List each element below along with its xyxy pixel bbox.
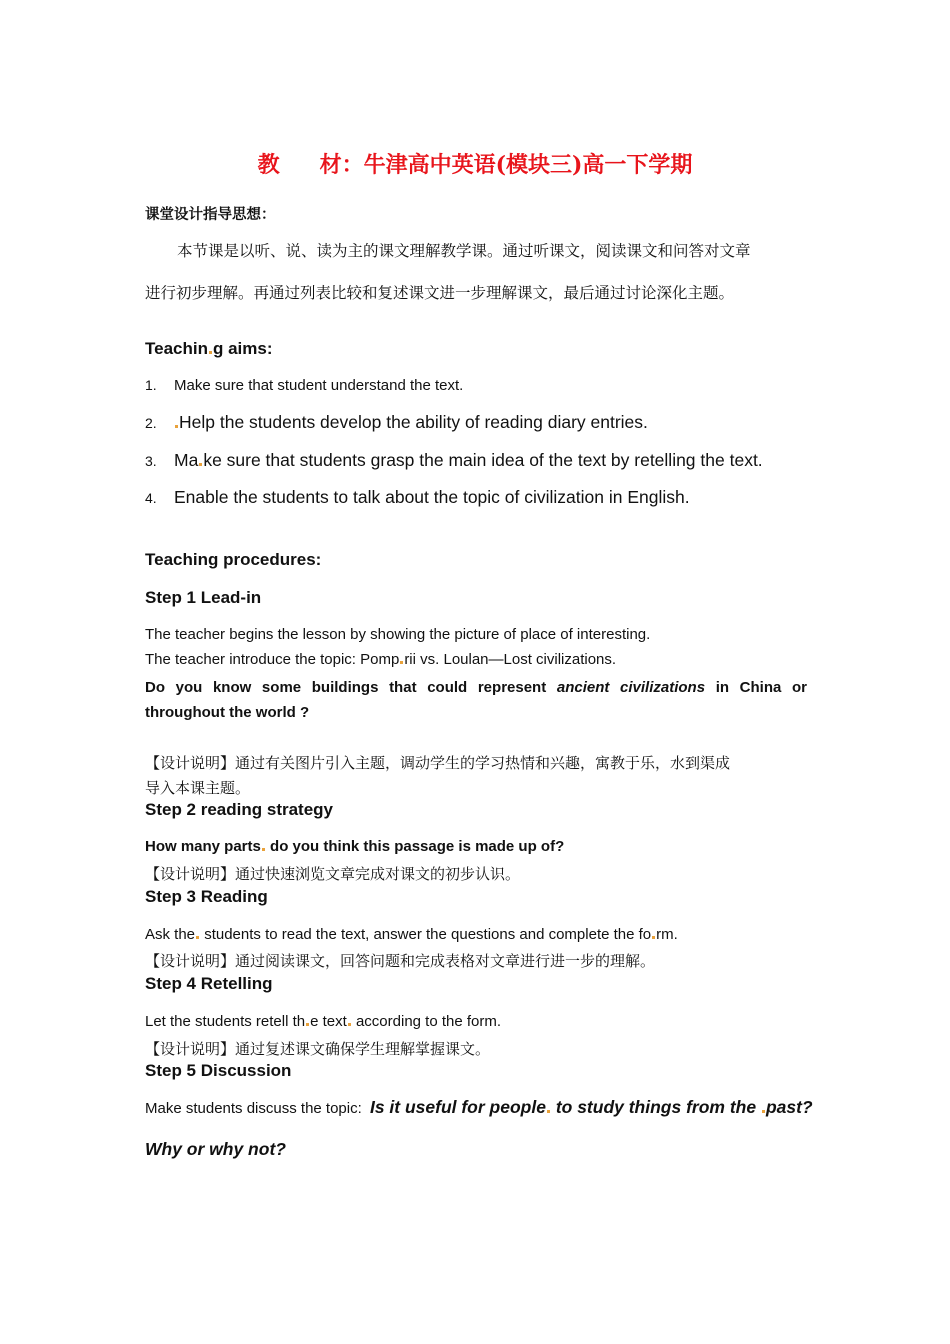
design-heading: 课堂设计指导思想：	[145, 206, 276, 223]
edit-marker	[196, 936, 199, 939]
edit-marker	[762, 1110, 765, 1113]
step4-heading: Step 4 Retelling	[145, 974, 273, 993]
edit-marker	[400, 661, 403, 664]
page-title	[0, 148, 950, 179]
step2-note: 【设计说明】通过快速浏览文章完成对课文的初步认识。	[145, 865, 521, 883]
step3-note: 【设计说明】通过阅读课文，回答问题和完成表格对文章进行进一步的理解。	[145, 952, 656, 970]
aim-item-4: 4. Enable the students to talk about the topic of civilization in English.	[145, 487, 690, 507]
title-part-1: 教	[257, 152, 280, 178]
step5-topic-line-1: Make students discuss the topic: Is it useful for people to study things from the past?	[145, 1097, 813, 1117]
aim-item-2: 2. Help the students develop the ability of reading diary entries.	[145, 412, 648, 432]
step1-heading: Step 1 Lead-in	[145, 588, 262, 607]
step4-note: 【设计说明】通过复述课文确保学生理解掌握课文。	[145, 1040, 491, 1058]
aim-item-3: 3. Ma ke sure that students grasp the main idea of the text by retelling the text.	[145, 450, 763, 470]
edit-marker	[262, 848, 265, 851]
step3-line: Ask the students to read the text, answer the questions and complete the fo rm.	[145, 926, 678, 943]
step2-heading: Step 2 reading strategy	[145, 800, 334, 819]
aims-heading: Teachin g aims:	[145, 339, 273, 358]
step5-heading: Step 5 Discussion	[145, 1061, 292, 1080]
edit-marker	[209, 351, 212, 354]
design-paragraph-line-2: 进行初步理解。再通过列表比较和复述课文进一步理解课文，最后通过讨论深化主题。	[145, 284, 735, 302]
step1-line-2: The teacher introduce the topic: Pomp rii vs. Loulan—Lost civilizations.	[145, 651, 617, 668]
procedures-heading: Teaching procedures:	[145, 550, 322, 569]
step3-heading: Step 3 Reading	[145, 887, 268, 906]
title-part-2: 材：牛津高中英语(模块三)高一下学期	[319, 152, 693, 178]
design-paragraph-line-1: 本节课是以听、说、读为主的课文理解教学课。通过听课文，阅读课文和问答对文章	[177, 242, 751, 260]
step1-note-line-1: 【设计说明】通过有关图片引入主题，调动学生的学习热情和兴趣，寓教于乐，水到渠成	[145, 754, 731, 772]
edit-marker	[306, 1023, 309, 1026]
step5-topic-line-2: Why or why not?	[145, 1139, 286, 1159]
step2-question: How many parts do you think this passage is made up of?	[145, 838, 565, 855]
step1-question: Do you know some buildings that could represent ancient civilizations in China or throughout the world ?	[145, 679, 807, 721]
edit-marker	[348, 1023, 351, 1026]
edit-marker	[175, 425, 178, 428]
step1-line-1: The teacher begins the lesson by showing the picture of place of interesting.	[145, 626, 651, 643]
edit-marker	[652, 936, 655, 939]
step1-note-line-2: 导入本课主题。	[145, 779, 251, 797]
aim-item-1: 1. Make sure that student understand the text.	[145, 377, 464, 394]
step4-line: Let the students retell th e text according to the form.	[145, 1013, 502, 1030]
edit-marker	[199, 463, 202, 466]
edit-marker	[547, 1110, 550, 1113]
